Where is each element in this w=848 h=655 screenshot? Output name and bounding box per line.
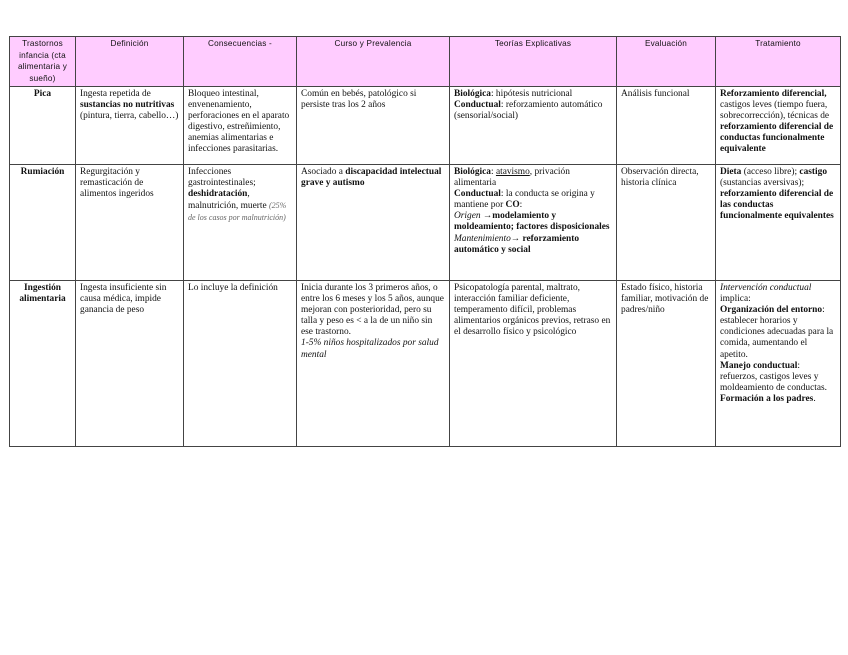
pica-consequences: Bloqueo intestinal, envenenamiento, perforaciones en el aparato digestivo, estreñimiento, anemias alimentarias e infecciones parasitarias. xyxy=(184,87,297,165)
header-evaluation: Evaluación xyxy=(617,37,716,87)
rumiacion-theories: Biológica: atavismo, privación alimentaria Conductual: la conducta se origina y mantiene por CO: Origen →modelamiento y moldeamiento; factores disposicionales Mantenimiento→ reforzamiento automático y social xyxy=(450,165,617,281)
row-label-ingestion: Ingestión alimentaria xyxy=(10,281,76,447)
pica-treatment: Reforzamiento diferencial, castigos leves (tiempo fuera, sobrecorrección), técnicas de reforzamiento diferencial de conductas funcionalmente equivalente xyxy=(716,87,841,165)
disorders-table xyxy=(9,36,841,447)
header-treatment: Tratamiento xyxy=(716,37,841,87)
rumiacion-definition: Regurgitación y remasticación de alimentos ingeridos xyxy=(76,165,184,281)
header-definition: Definición xyxy=(76,37,184,87)
header-disorders: Trastornos infancia (cta alimentaria y sueño) xyxy=(10,37,76,87)
rumiacion-treatment: Dieta (acceso libre); castigo (sustancias aversivas); reforzamiento diferencial de las conductas funcionalmente equivalentes xyxy=(716,165,841,281)
table-row-pica xyxy=(10,87,841,165)
header-explanatory-theories: Teorías Explicativas xyxy=(450,37,617,87)
ingestion-theories: Psicopatología parental, maltrato, interacción familiar deficiente, temperamento difícil, problemas alimentarios orgánicos previos, retraso en el desarrollo físico y psicológico xyxy=(450,281,617,447)
ingestion-course: Inicia durante los 3 primeros años, o entre los 6 meses y los 5 años, aunque mejoran con posterioridad, pero su talla y peso es < a la de un niño sin ese trastorno. 1-5% niños hospitalizados por salud mental xyxy=(297,281,450,447)
rumiacion-consequences: Infecciones gastrointestinales; deshidratación, malnutrición, muerte (25% de los casos por malnutrición) xyxy=(184,165,297,281)
ingestion-definition: Ingesta insuficiente sin causa médica, impide ganancia de peso xyxy=(76,281,184,447)
pica-theories: Biológica: hipótesis nutricional Conductual: reforzamiento automático (sensorial/social) xyxy=(450,87,617,165)
header-consequences: Consecuencias - xyxy=(184,37,297,87)
rumiacion-course: Asociado a discapacidad intelectual grave y autismo xyxy=(297,165,450,281)
ingestion-evaluation: Estado físico, historia familiar, motivación de padres/niño xyxy=(617,281,716,447)
ingestion-treatment: Intervención conductual implica: Organización del entorno: establecer horarios y condiciones adecuadas para la comida, aumentando el apetito. Manejo conductual: refuerzos, castigos leves y moldeamiento de conductas. Formación a los padres. xyxy=(716,281,841,447)
table-row-rumiacion xyxy=(10,165,841,281)
arrow-right-icon: → xyxy=(482,211,493,222)
ingestion-consequences: Lo incluye la definición xyxy=(184,281,297,447)
pica-evaluation: Análisis funcional xyxy=(617,87,716,165)
arrow-right-icon: → xyxy=(510,233,521,244)
pica-definition: Ingesta repetida de sustancias no nutritivas (pintura, tierra, cabello…) xyxy=(76,87,184,165)
row-label-pica: Pica xyxy=(10,87,76,165)
row-label-rumiacion: Rumiación xyxy=(10,165,76,281)
pica-course: Común en bebés, patológico si persiste tras los 2 años xyxy=(297,87,450,165)
table-row-ingestion xyxy=(10,281,841,447)
header-course-prevalence: Curso y Prevalencia xyxy=(297,37,450,87)
rumiacion-evaluation: Observación directa, historia clínica xyxy=(617,165,716,281)
table-header-row xyxy=(10,37,841,87)
